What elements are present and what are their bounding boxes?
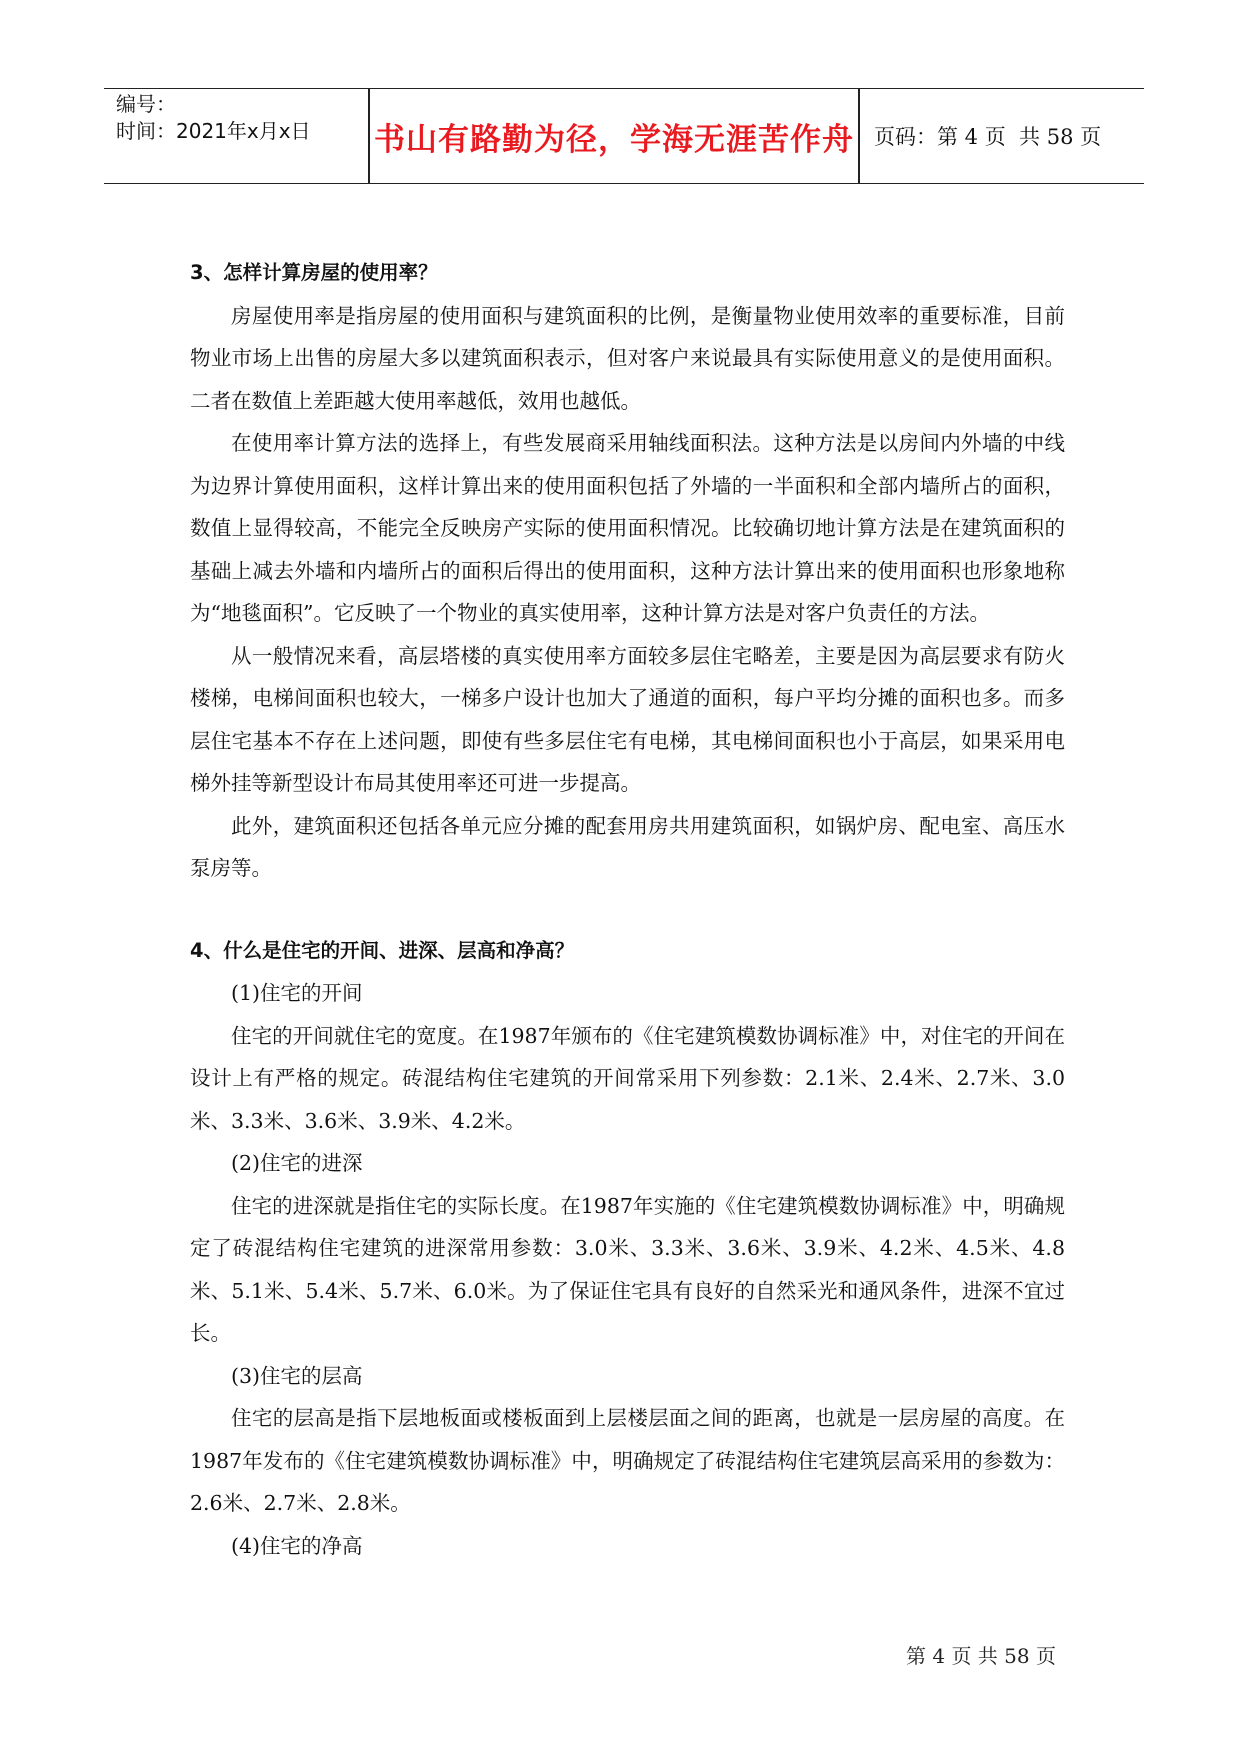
header-meta — [116, 91, 366, 145]
paragraph: 从一般情况来看，高层塔楼的真实使用率方面较多层住宅略差，主要是因为高层要求有防火楼梯，电梯间面积也较大，一梯多户设计也加大了通道的面积，每户平均分摊的面积也多。而多层住宅基本不存在上述问题，即使有些多层住宅有电梯，其电梯间面积也小于高层，如果采用电梯外挂等新型设计布局其使用率还可进一步提高。 — [190, 643, 1065, 795]
subsection-heading: (4)住宅的净高 — [231, 1533, 363, 1558]
page-footer: 第 4 页 共 58 页 — [906, 1644, 1056, 1668]
section-title: 4、什么是住宅的开间、进深、层高和净高？ — [190, 938, 575, 962]
subsection-heading: (2)住宅的进深 — [231, 1151, 363, 1175]
page-label: 页码：第 4 页 共 58 页 — [874, 125, 1102, 149]
paragraph: 在使用率计算方法的选择上，有些发展商采用轴线面积法。这种方法是以房间内外墙的中线为边界计算使用面积，这样计算出来的使用面积包括了外墙的一半面积和全部内墙所占的面积，数值上显得较高，不能完全反映房产实际的使用面积情况。比较确切地计算方法是在建筑面积的基础上减去外墙和内墙所占的面积后得出的使用面积，这种方法计算出来的使用面积也形象地称为“地毯面积”。它反映了一个物业的真实使用率，这种计算方法是对客户负责任的方法。 — [190, 431, 1065, 625]
paragraph: 住宅的层高是指下层地板面或楼板面到上层楼层面之间的距离，也就是一层房屋的高度。在1987年发布的《住宅建筑模数协调标准》中，明确规定了砖混结构住宅建筑层高采用的参数为：2.6米、2.7米、2.8米。 — [190, 1406, 1065, 1515]
page-header — [104, 88, 1144, 184]
header-motto: 书山有路勤为径，学海无涯苦作舟 — [374, 121, 854, 158]
number-label: 编号： — [116, 92, 176, 116]
section-title: 3、怎样计算房屋的使用率？ — [190, 261, 438, 284]
time-label: 时间：2021年x月x日 — [116, 119, 311, 143]
subsection-heading: (1)住宅的开间 — [231, 981, 363, 1005]
paragraph: 此外，建筑面积还包括各单元应分摊的配套用房共用建筑面积，如锅炉房、配电室、高压水泵房等。 — [190, 813, 1065, 880]
paragraph: 住宅的开间就住宅的宽度。在1987年颁布的《住宅建筑模数协调标准》中，对住宅的开间在设计上有严格的规定。砖混结构住宅建筑的开间常采用下列参数：2.1米、2.4米、2.7米、3.0米、3.3米、3.6米、3.9米、4.2米。 — [190, 1023, 1065, 1133]
paragraph: 住宅的进深就是指住宅的实际长度。在1987年实施的《住宅建筑模数协调标准》中，明确规定了砖混结构住宅建筑的进深常用参数：3.0米、3.3米、3.6米、3.9米、4.2米、4.5米、4.8米、5.1米、5.4米、5.7米、6.0米。为了保证住宅具有良好的自然采光和通风条件，进深不宜过长。 — [190, 1193, 1065, 1345]
paragraph: 房屋使用率是指房屋的使用面积与建筑面积的比例，是衡量物业使用效率的重要标准，目前物业市场上出售的房屋大多以建筑面积表示，但对客户来说最具有实际使用意义的是使用面积。二者在数值上差距越大使用率越低，效用也越低。 — [190, 303, 1065, 413]
section-spacer — [190, 890, 1065, 930]
document-body — [190, 252, 1065, 1567]
header-page-number — [874, 89, 1101, 183]
subsection-heading: (3)住宅的层高 — [231, 1363, 363, 1388]
header-divider — [858, 89, 860, 183]
